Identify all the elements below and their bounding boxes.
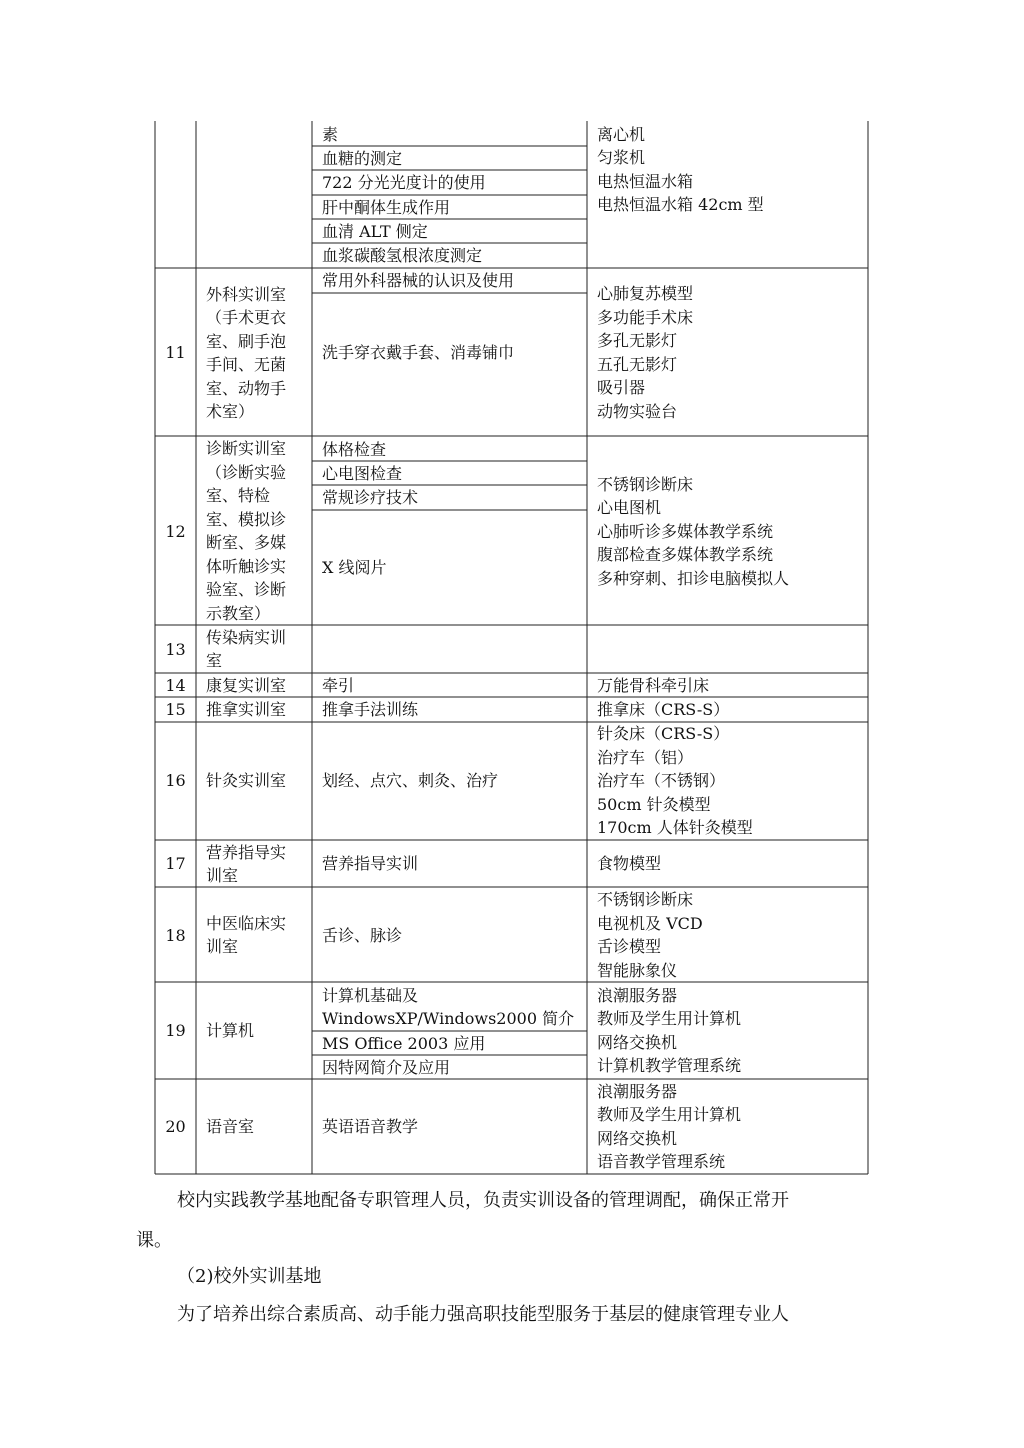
equipment-line: 电热恒温水箱 42cm 型 [597, 195, 764, 214]
room-line: 示教室） [206, 604, 271, 623]
equipment-line: 电视机及 VCD [597, 914, 703, 933]
room-line: 室、特检 [206, 486, 271, 505]
equipment-line: 浪潮服务器 [597, 1082, 678, 1101]
room-line: 验室、诊断 [206, 580, 287, 599]
room-line: （手术更衣 [206, 308, 287, 327]
equipment-line: 智能脉象仪 [597, 961, 678, 980]
equipment-line: 吸引器 [597, 378, 646, 397]
row-number: 19 [165, 1021, 186, 1040]
item-cell: 素 [322, 125, 339, 144]
room-line: 传染病实训 [206, 628, 287, 647]
equipment-line: 五孔无影灯 [597, 355, 678, 374]
room-line: 语音室 [206, 1117, 255, 1136]
room-line: 室、刷手泡 [206, 332, 287, 351]
row-number: 17 [165, 854, 186, 873]
row-number: 16 [165, 771, 186, 790]
equipment-line: 计算机教学管理系统 [597, 1056, 742, 1075]
equipment-line: 治疗车（铝） [597, 748, 694, 767]
item-cell: 722 分光光度计的使用 [322, 173, 486, 192]
equipment-line: 网络交换机 [597, 1129, 678, 1148]
row-number: 18 [165, 926, 186, 945]
equipment-line: 不锈钢诊断床 [597, 475, 694, 494]
equipment-line: 治疗车（不锈钢） [597, 771, 726, 790]
item-cell: 体格检查 [322, 440, 387, 459]
equipment-line: 教师及学生用计算机 [597, 1105, 742, 1124]
room-line: （诊断实验 [206, 463, 287, 482]
equipment-line: 电热恒温水箱 [597, 172, 694, 191]
item-cell: 划经、点穴、刺灸、治疗 [322, 771, 499, 790]
item-cell: 血清 ALT 侧定 [322, 222, 428, 241]
item-cell: 血浆碳酸氢根浓度测定 [322, 246, 483, 265]
item-cell: WindowsXP/Windows2000 简介 [322, 1009, 575, 1028]
equipment-line: 语音教学管理系统 [597, 1152, 726, 1171]
equipment-line: 心肺听诊多媒体教学系统 [597, 522, 774, 541]
row-number: 14 [165, 676, 186, 695]
room-line: 体听触诊实 [206, 557, 287, 576]
equipment-line: 舌诊模型 [597, 937, 662, 956]
equipment-line: 离心机 [597, 125, 646, 144]
equipment-line: 网络交换机 [597, 1033, 678, 1052]
room-line: 推拿实训室 [206, 700, 287, 719]
equipment-line: 教师及学生用计算机 [597, 1009, 742, 1028]
room-line: 康复实训室 [206, 676, 287, 695]
row-number: 13 [165, 640, 186, 659]
equipment-line: 50cm 针灸模型 [597, 795, 711, 814]
room-line: 室 [206, 651, 223, 670]
room-line: 手间、无菌 [206, 355, 287, 374]
item-cell: 血糖的测定 [322, 149, 403, 168]
room-line: 训室 [206, 937, 239, 956]
section-heading: （2)校外实训基地 [177, 1266, 322, 1287]
item-cell: 牵引 [322, 676, 355, 695]
room-line: 室、动物手 [206, 379, 287, 398]
room-line: 外科实训室 [206, 285, 287, 304]
item-cell: 心电图检查 [322, 464, 403, 483]
room-line: 诊断实训室 [206, 439, 287, 458]
equipment-line: 多功能手术床 [597, 308, 694, 327]
equipment-line: 动物实验台 [597, 402, 678, 421]
row-number: 12 [165, 522, 186, 541]
item-cell: X 线阅片 [322, 558, 387, 577]
equipment-line: 不锈钢诊断床 [597, 890, 694, 909]
equipment-line: 心电图机 [597, 498, 662, 517]
body-paragraph: 为了培养出综合素质高、动手能力强高职技能型服务于基层的健康管理专业人 [177, 1304, 789, 1325]
row-number: 11 [165, 343, 186, 362]
equipment-line: 匀浆机 [597, 148, 646, 167]
room-line: 计算机 [206, 1021, 255, 1040]
equipment-line: 多孔无影灯 [597, 331, 678, 350]
equipment-line: 万能骨科牵引床 [597, 676, 710, 695]
equipment-line: 浪潮服务器 [597, 986, 678, 1005]
room-line: 术室） [206, 402, 255, 421]
item-cell: 营养指导实训 [322, 854, 419, 873]
item-cell: 推拿手法训练 [322, 700, 419, 719]
item-cell: 常规诊疗技术 [322, 488, 419, 507]
room-line: 中医临床实 [206, 914, 287, 933]
room-line: 断室、多媒 [206, 533, 287, 552]
item-cell: 肝中酮体生成作用 [322, 198, 451, 217]
item-cell: 计算机基础及 [322, 986, 419, 1005]
room-line: 训室 [206, 866, 239, 885]
room-line: 室、模拟诊 [206, 510, 287, 529]
equipment-line: 推拿床（CRS-S） [597, 700, 730, 719]
equipment-line: 170cm 人体针灸模型 [597, 818, 753, 837]
row-number: 15 [165, 700, 186, 719]
row-number: 20 [165, 1117, 186, 1136]
equipment-line: 心肺复苏模型 [597, 284, 694, 303]
room-line: 营养指导实 [206, 843, 287, 862]
item-cell: 舌诊、脉诊 [322, 926, 403, 945]
equipment-line: 食物模型 [597, 854, 662, 873]
equipment-line: 针灸床（CRS-S） [597, 724, 730, 743]
equipment-line: 多种穿刺、扣诊电脑模拟人 [597, 569, 790, 588]
room-line: 针灸实训室 [206, 771, 287, 790]
item-cell: 英语语音教学 [322, 1117, 419, 1136]
item-cell: 因特网简介及应用 [322, 1058, 451, 1077]
body-paragraph: 校内实践教学基地配备专职管理人员，负责实训设备的管理调配，确保正常开 [177, 1190, 789, 1211]
item-cell: 常用外科器械的认识及使用 [322, 271, 515, 290]
item-cell: MS Office 2003 应用 [322, 1034, 486, 1053]
item-cell: 洗手穿衣戴手套、消毒铺巾 [322, 343, 515, 362]
equipment-line: 腹部检查多媒体教学系统 [597, 545, 774, 564]
body-paragraph: 课。 [136, 1230, 172, 1251]
